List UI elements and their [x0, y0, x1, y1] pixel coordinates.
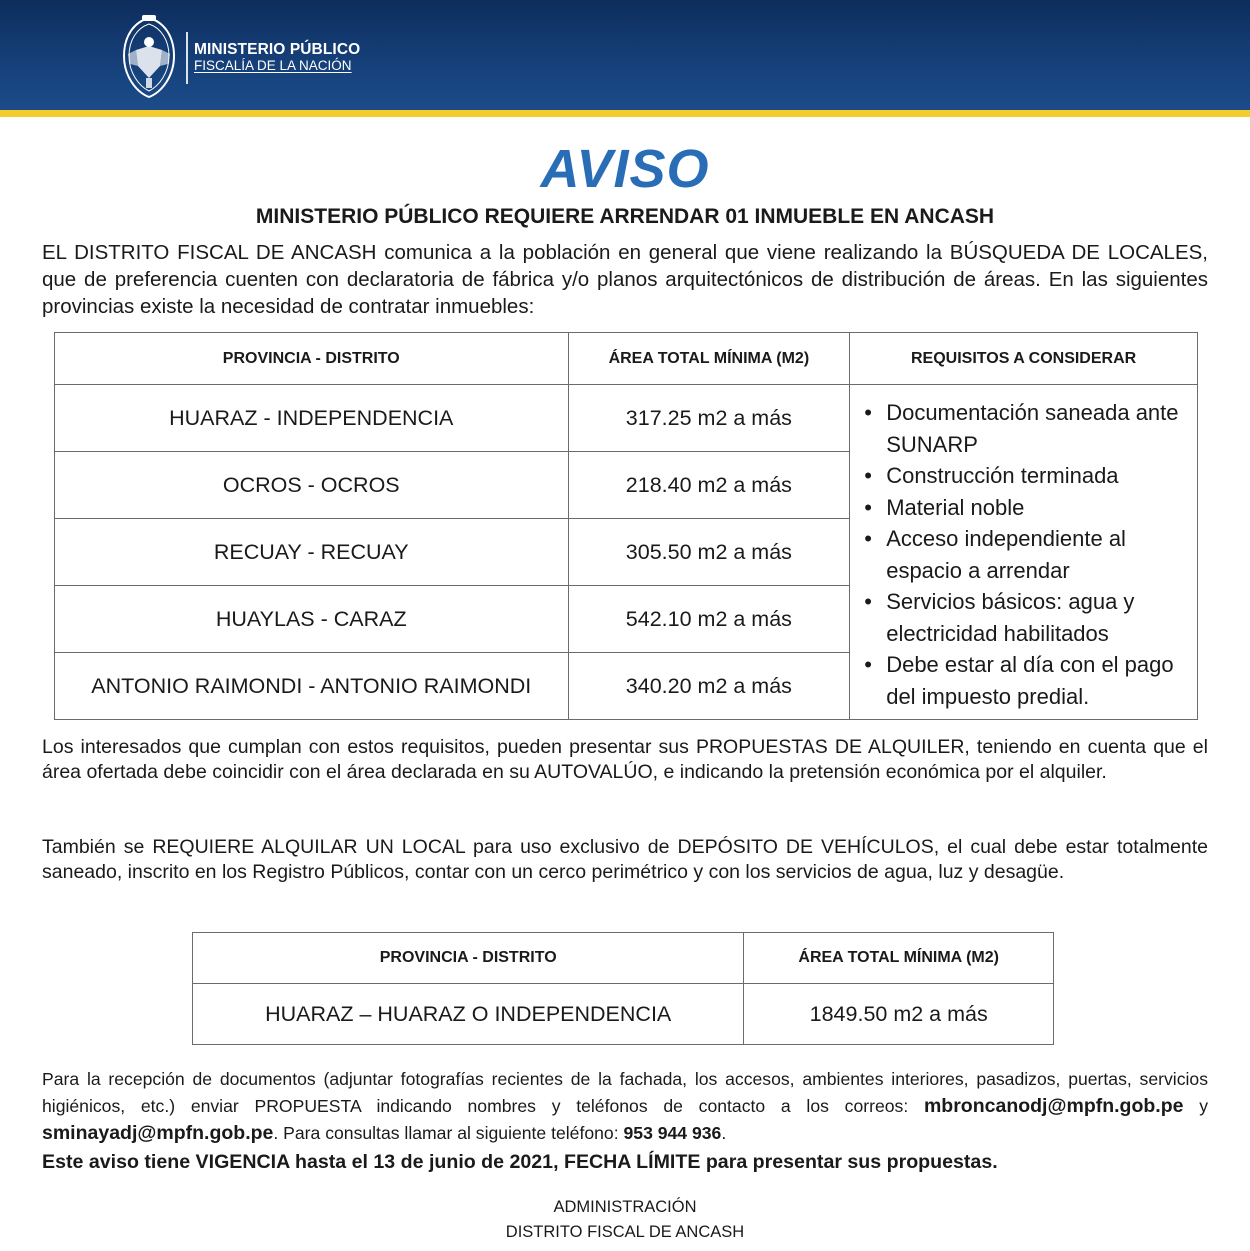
area-cell: 317.25 m2 a más [568, 385, 850, 452]
page-title: AVISO [540, 139, 710, 199]
contact-text: Para la recepción de documentos (adjuntar fotografías recientes de la fachada, los accesos, ambientes interiores, pasadizos, puertas, servicios higiénicos, etc.) enviar PROPUESTA indicando nombres y teléfonos de contacto a los correos: [42, 1069, 1208, 1116]
logo-divider [186, 32, 188, 84]
location-cell: HUARAZ – HUARAZ O INDEPENDENCIA [193, 984, 744, 1045]
intro-paragraph: EL DISTRITO FISCAL DE ANCASH comunica a la población en general que viene realizando la BÚSQUEDA DE LOCALES, que de preferencia cuenten con declaratoria de fábrica y/o planos arquitectónicos de distribución de áreas. En las siguientes provincias existe la necesidad de contratar inmuebles: [42, 241, 1208, 318]
location-cell: HUARAZ - INDEPENDENCIA [55, 385, 569, 452]
area-cell: 305.50 m2 a más [568, 519, 850, 586]
column-header: ÁREA TOTAL MÍNIMA (M2) [744, 933, 1054, 984]
table-header-row [193, 933, 1054, 984]
column-header: REQUISITOS A CONSIDERAR [850, 333, 1198, 385]
proposals-paragraph: Los interesados que cumplan con estos requisitos, pueden presentar sus PROPUESTAS DE ALQUILER, teniendo en cuenta que el área ofertada debe coincidir con el área declarada en su AUTOVALÚO, e indicando la pretensión económica por el alquiler. [42, 736, 1208, 783]
org-name [194, 41, 360, 73]
header-stripe [0, 110, 1250, 117]
signature-line1: ADMINISTRACIÓN [553, 1198, 697, 1216]
area-cell: 218.40 m2 a más [568, 452, 850, 519]
area-cell: 542.10 m2 a más [568, 586, 850, 653]
column-header: ÁREA TOTAL MÍNIMA (M2) [568, 333, 850, 385]
contact-end: . [721, 1123, 727, 1143]
list-item: • Documentación saneada ante SUNARP [864, 397, 1187, 460]
org-name-line1: MINISTERIO PÚBLICO [194, 41, 361, 58]
page-subtitle: MINISTERIO PÚBLICO REQUIERE ARRENDAR 01 INMUEBLE EN ANCASH [255, 205, 995, 228]
org-name-line2: FISCALÍA DE LA NACIÓN [194, 58, 352, 73]
signature-line2: DISTRITO FISCAL DE ANCASH [505, 1223, 745, 1241]
location-cell: ANTONIO RAIMONDI - ANTONIO RAIMONDI [55, 653, 569, 720]
table-row [55, 385, 1198, 452]
column-header: PROVINCIA - DISTRITO [55, 333, 569, 385]
requirements-cell [850, 385, 1198, 720]
list-item: • Material noble [864, 492, 1187, 524]
column-header: PROVINCIA - DISTRITO [193, 933, 744, 984]
table-row [193, 984, 1054, 1045]
locations-table [54, 332, 1198, 720]
area-cell: 1849.50 m2 a más [744, 984, 1054, 1045]
header-banner [0, 0, 1250, 110]
requirements-list [864, 397, 1187, 712]
location-cell: RECUAY - RECUAY [55, 519, 569, 586]
list-item: • Servicios básicos: agua y electricidad habilitados [864, 586, 1187, 649]
deadline-notice: Este aviso tiene VIGENCIA hasta el 13 de junio de 2021, FECHA LÍMITE para presentar sus propuestas. [42, 1151, 998, 1173]
list-item: • Debe estar al día con el pago del impuesto predial. [864, 649, 1187, 712]
list-item: • Construcción terminada [864, 460, 1187, 492]
contact-paragraph [42, 1066, 1208, 1147]
depot-table [192, 932, 1054, 1045]
email-link[interactable]: mbroncanodj@mpfn.gob.pe [923, 1095, 1184, 1117]
location-cell: OCROS - OCROS [55, 452, 569, 519]
vehicle-depot-paragraph: También se REQUIERE ALQUILAR UN LOCAL para uso exclusivo de DEPÓSITO DE VEHÍCULOS, el cual debe estar totalmente saneado, inscrito en los Registro Públicos, contar con un cerco perimétrico y con los servicios de agua, luz y desagüe. [42, 836, 1208, 883]
area-cell: 340.20 m2 a más [568, 653, 850, 720]
contact-text: . Para consultas llamar al siguiente teléfono: [273, 1123, 619, 1143]
email-link[interactable]: sminayadj@mpfn.gob.pe [42, 1122, 274, 1144]
location-cell: HUAYLAS - CARAZ [55, 586, 569, 653]
crest-icon [116, 14, 182, 100]
table-header-row [55, 333, 1198, 385]
list-item: • Acceso independiente al espacio a arrendar [864, 523, 1187, 586]
phone-number: 953 944 936 [623, 1123, 722, 1143]
contact-joiner: y [1199, 1096, 1209, 1116]
